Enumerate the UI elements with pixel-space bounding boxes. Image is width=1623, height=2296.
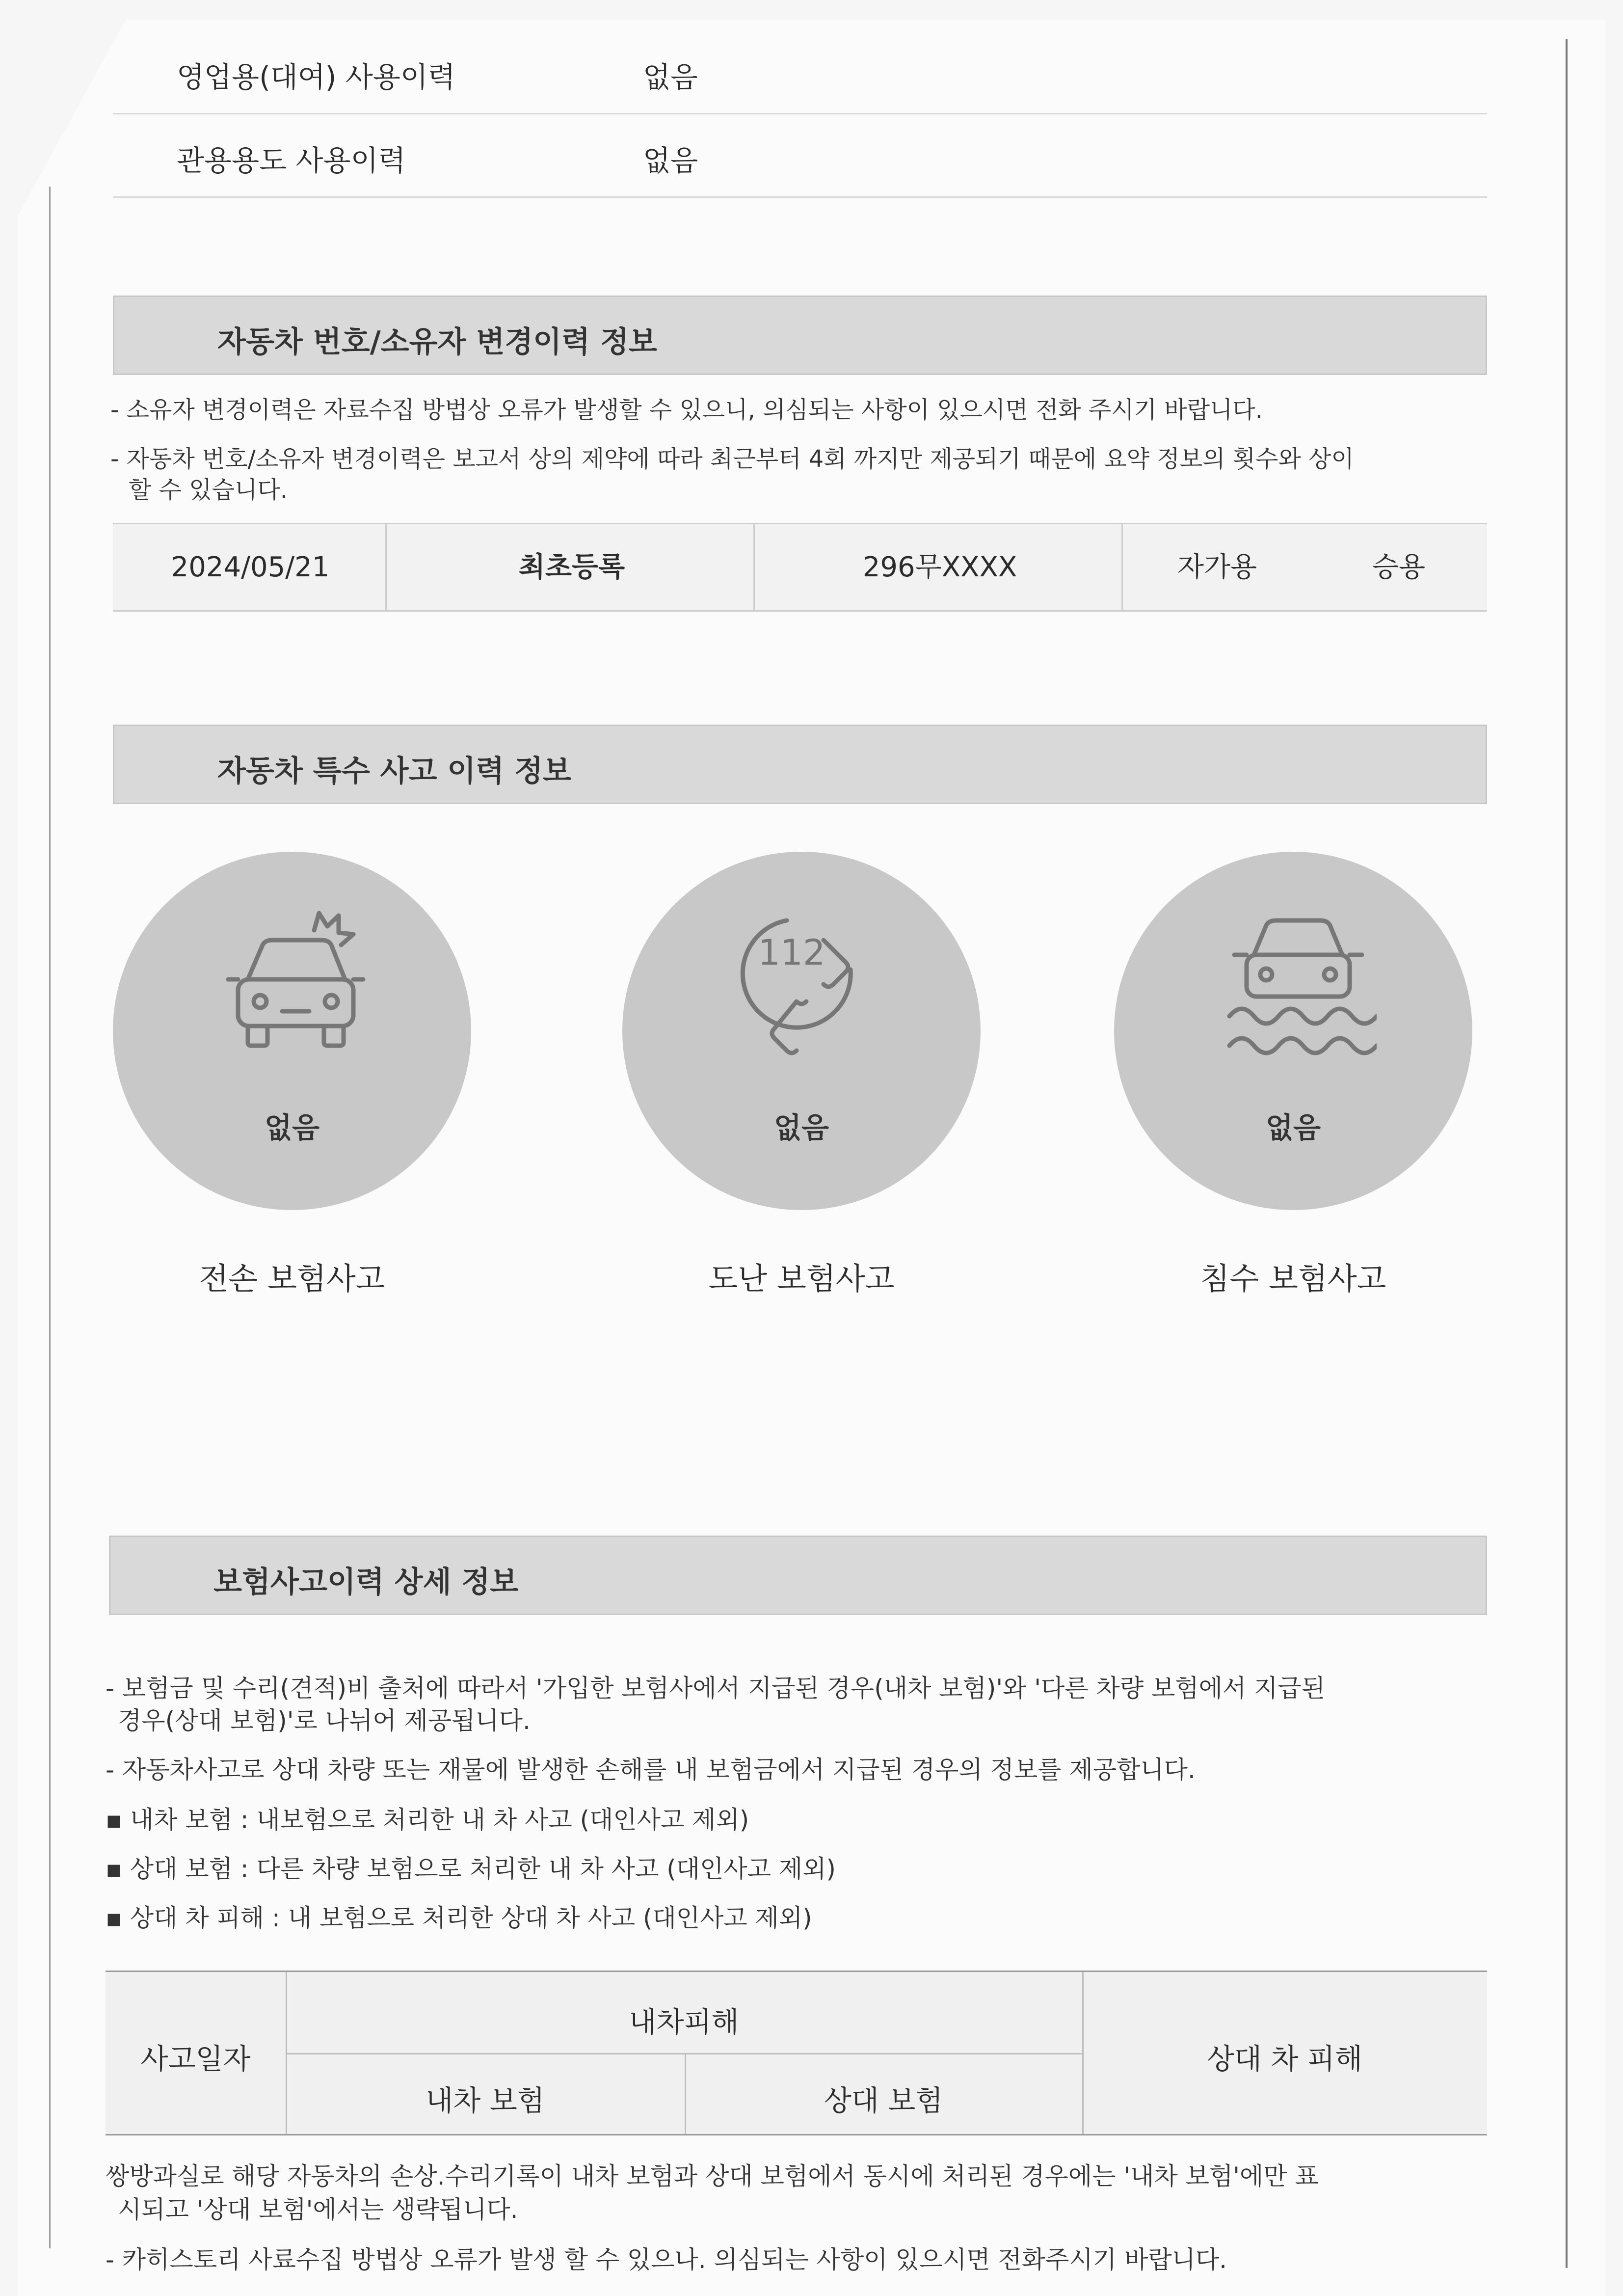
registration-note: - 자동차 번호/소유자 변경이력은 보고서 상의 제약에 따라 최근부터 4회 까지만 제공되기 때문에 요약 정보의 횟수와 상이 — [110, 445, 1354, 473]
insurance-footnote: - 카히스토리 사료수집 방법상 오류가 발생 할 수 있으나. 의심되는 사항이 있으시면 전화주시기 바랍니다. — [106, 2245, 1227, 2274]
flood-caption: 침수 보험사고 — [1200, 1261, 1386, 1297]
registration-note: - 소유자 변경이력은 자료수집 방법상 오류가 발생할 수 있으니, 의심되는 사항이 있으시면 전화 주시기 바랍니다. — [110, 396, 1263, 424]
theft-status: 없음 — [773, 1111, 829, 1144]
table-divider — [1121, 524, 1123, 610]
special-accident-section-header — [113, 725, 1487, 804]
table-divider — [286, 2053, 1082, 2054]
insurance-detail-section-header — [109, 1536, 1487, 1615]
theft-caption: 도난 보험사고 — [708, 1261, 895, 1297]
page-left-rule — [49, 187, 51, 2248]
special-accident-section-title: 자동차 특수 사고 이력 정보 — [217, 754, 572, 788]
insurance-note: - 보험금 및 수리(견적)비 출처에 따라서 '가입한 보험사에서 지급된 경우(내차 보험)'와 '다른 차량 보험에서 지급된 — [106, 1674, 1326, 1702]
rental-usage-label: 영업용(대여) 사용이력 — [177, 60, 455, 94]
insurance-footnote: 시되고 '상대 보험'에서는 생략됩니다. — [118, 2195, 518, 2224]
page-fold-corner — [18, 20, 126, 216]
total-loss-circle — [113, 852, 471, 1210]
official-usage-value: 없음 — [643, 144, 698, 177]
insurance-note: - 자동차사고로 상대 차량 또는 재물에 발생한 손해를 내 보험금에서 지급된 경우의 정보를 제공합니다. — [106, 1756, 1196, 1784]
registration-section-header — [113, 296, 1487, 375]
column-own-damage: 내차피해 — [629, 2005, 739, 2039]
total-loss-status: 없음 — [264, 1111, 320, 1144]
registration-event: 최초등록 — [518, 551, 625, 583]
column-other-insurance: 상대 보험 — [824, 2084, 943, 2117]
insurance-note: ▪ 상대 보험 : 다른 차량 보험으로 처리한 내 차 사고 (대인사고 제외) — [106, 1855, 836, 1883]
registration-usage: 자가용 — [1177, 551, 1257, 583]
column-own-insurance: 내차 보험 — [426, 2084, 545, 2117]
registration-vehicle-type: 승용 — [1372, 551, 1426, 583]
insurance-footnote: 쌍방과실로 해당 자동차의 손상.수리기록이 내차 보험과 상대 보험에서 동시에 처리된 경우에는 '내차 보험'에만 표 — [106, 2162, 1319, 2190]
registration-table — [113, 523, 1487, 612]
theft-circle — [622, 852, 981, 1210]
registration-date: 2024/05/21 — [171, 551, 330, 583]
column-other-damage: 상대 차 피해 — [1206, 2042, 1362, 2076]
flood-status: 없음 — [1265, 1111, 1321, 1144]
registration-note: 할 수 있습니다. — [129, 476, 288, 504]
column-accident-date: 사고일자 — [140, 2042, 251, 2076]
table-divider — [385, 524, 387, 610]
rental-usage-row — [113, 29, 1487, 114]
phone-112-icon — [728, 911, 875, 1073]
car-crash-icon — [218, 911, 366, 1073]
total-loss-caption: 전손 보험사고 — [199, 1261, 385, 1297]
insurance-detail-section-title: 보험사고이력 상세 정보 — [213, 1565, 519, 1599]
official-usage-row — [113, 113, 1487, 198]
car-flood-icon — [1220, 911, 1377, 1073]
registration-plate: 296무XXXX — [862, 551, 1017, 583]
insurance-detail-table — [106, 1971, 1487, 2135]
insurance-note: ▪ 내차 보험 : 내보험으로 처리한 내 차 사고 (대인사고 제외) — [106, 1806, 749, 1834]
registration-section-title: 자동차 번호/소유자 변경이력 정보 — [217, 325, 658, 359]
flood-circle — [1114, 852, 1472, 1210]
insurance-note: ▪ 상대 차 피해 : 내 보험으로 처리한 상대 차 사고 (대인사고 제외) — [106, 1904, 812, 1932]
official-usage-label: 관용용도 사용이력 — [177, 144, 406, 177]
phone-112-text: 112 — [758, 932, 825, 973]
insurance-note: 경우(상대 보험)'로 나뉘어 제공됩니다. — [118, 1706, 531, 1735]
rental-usage-value: 없음 — [643, 60, 698, 94]
table-divider — [753, 524, 755, 610]
page-right-rule — [1566, 39, 1568, 2268]
